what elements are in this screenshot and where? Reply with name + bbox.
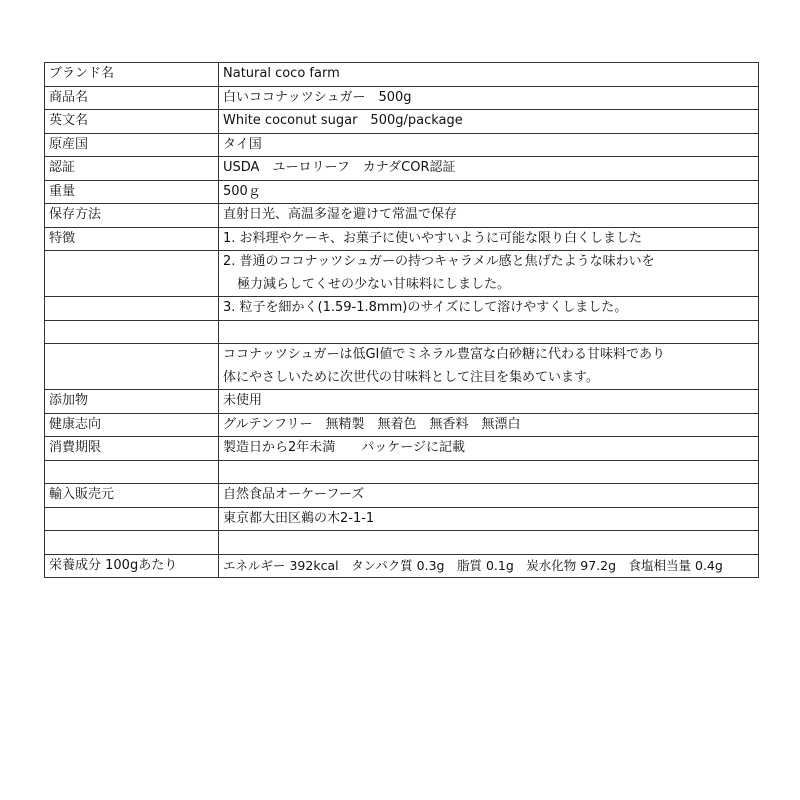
- table-row: [45, 531, 759, 555]
- row-value-health: グルテンフリー 無精製 無着色 無香料 無漂白: [219, 413, 759, 437]
- row-label-empty: [45, 297, 219, 321]
- table-row: [45, 297, 759, 321]
- row-label-brand: ブランド名: [45, 63, 219, 87]
- row-value-importer: 自然食品オーケーフーズ: [219, 484, 759, 508]
- row-value-feature-2-cont: 極力減らしてくせの少ない甘味料にしました。: [219, 274, 759, 297]
- table-row: [45, 367, 759, 390]
- table-row: [45, 251, 759, 274]
- table-row: [45, 227, 759, 251]
- row-value-origin: タイ国: [219, 133, 759, 157]
- row-label-nutrition: 栄養成分 100gあたり: [45, 554, 219, 578]
- row-label-expiry: 消費期限: [45, 437, 219, 461]
- product-spec-sheet: [44, 62, 759, 578]
- table-row: [45, 133, 759, 157]
- row-value-empty: [219, 320, 759, 344]
- row-label-empty: [45, 507, 219, 531]
- table-row: [45, 344, 759, 367]
- table-row: [45, 320, 759, 344]
- row-value-feature-1: 1. お料理やケーキ、お菓子に使いやすいように可能な限り白くしました: [219, 227, 759, 251]
- row-label-health: 健康志向: [45, 413, 219, 437]
- row-value-description-2: 体にやさしいために次世代の甘味料として注目を集めています。: [219, 367, 759, 390]
- row-label-empty: [45, 344, 219, 367]
- row-value-storage: 直射日光、高温多湿を避けて常温で保存: [219, 204, 759, 228]
- row-label-empty: [45, 367, 219, 390]
- table-row: [45, 204, 759, 228]
- table-row: [45, 274, 759, 297]
- table-row: [45, 110, 759, 134]
- row-value-expiry: 製造日から2年未満 パッケージに記載: [219, 437, 759, 461]
- row-value-address: 東京都大田区鵜の木2-1-1: [219, 507, 759, 531]
- row-label-empty: [45, 251, 219, 274]
- row-value-feature-2: 2. 普通のココナッツシュガーの持つキャラメル感と焦げたような味わいを: [219, 251, 759, 274]
- row-label-certification: 認証: [45, 157, 219, 181]
- row-label-origin: 原産国: [45, 133, 219, 157]
- row-label-empty: [45, 531, 219, 555]
- row-label-empty: [45, 460, 219, 484]
- row-label-empty: [45, 320, 219, 344]
- table-row: [45, 390, 759, 414]
- row-value-product-name: 白いココナッツシュガー 500g: [219, 86, 759, 110]
- row-value-english-name: White coconut sugar 500g/package: [219, 110, 759, 134]
- table-row: [45, 507, 759, 531]
- row-value-empty: [219, 531, 759, 555]
- row-label-additives: 添加物: [45, 390, 219, 414]
- row-value-certification: USDA ユーロリーフ カナダCOR認証: [219, 157, 759, 181]
- row-value-nutrition: エネルギー 392kcal タンパク質 0.3g 脂質 0.1g 炭水化物 97.2g 食塩相当量 0.4g: [219, 554, 759, 578]
- table-row: [45, 63, 759, 87]
- row-label-storage: 保存方法: [45, 204, 219, 228]
- row-value-empty: [219, 460, 759, 484]
- product-spec-table: [44, 62, 759, 578]
- row-value-description-1: ココナッツシュガーは低GI値でミネラル豊富な白砂糖に代わる甘味料であり: [219, 344, 759, 367]
- table-row: [45, 460, 759, 484]
- table-row: [45, 437, 759, 461]
- table-row: [45, 180, 759, 204]
- row-value-brand: Natural coco farm: [219, 63, 759, 87]
- table-row: [45, 413, 759, 437]
- row-value-weight: 500ｇ: [219, 180, 759, 204]
- row-label-importer: 輸入販売元: [45, 484, 219, 508]
- row-label-weight: 重量: [45, 180, 219, 204]
- row-value-feature-3: 3. 粒子を細かく(1.59-1.8mm)のサイズにして溶けやすくしました。: [219, 297, 759, 321]
- row-label-empty: [45, 274, 219, 297]
- row-label-product-name: 商品名: [45, 86, 219, 110]
- table-row: [45, 484, 759, 508]
- table-row: [45, 157, 759, 181]
- table-row: [45, 554, 759, 578]
- row-value-additives: 未使用: [219, 390, 759, 414]
- table-row: [45, 86, 759, 110]
- row-label-english-name: 英文名: [45, 110, 219, 134]
- row-label-features: 特徴: [45, 227, 219, 251]
